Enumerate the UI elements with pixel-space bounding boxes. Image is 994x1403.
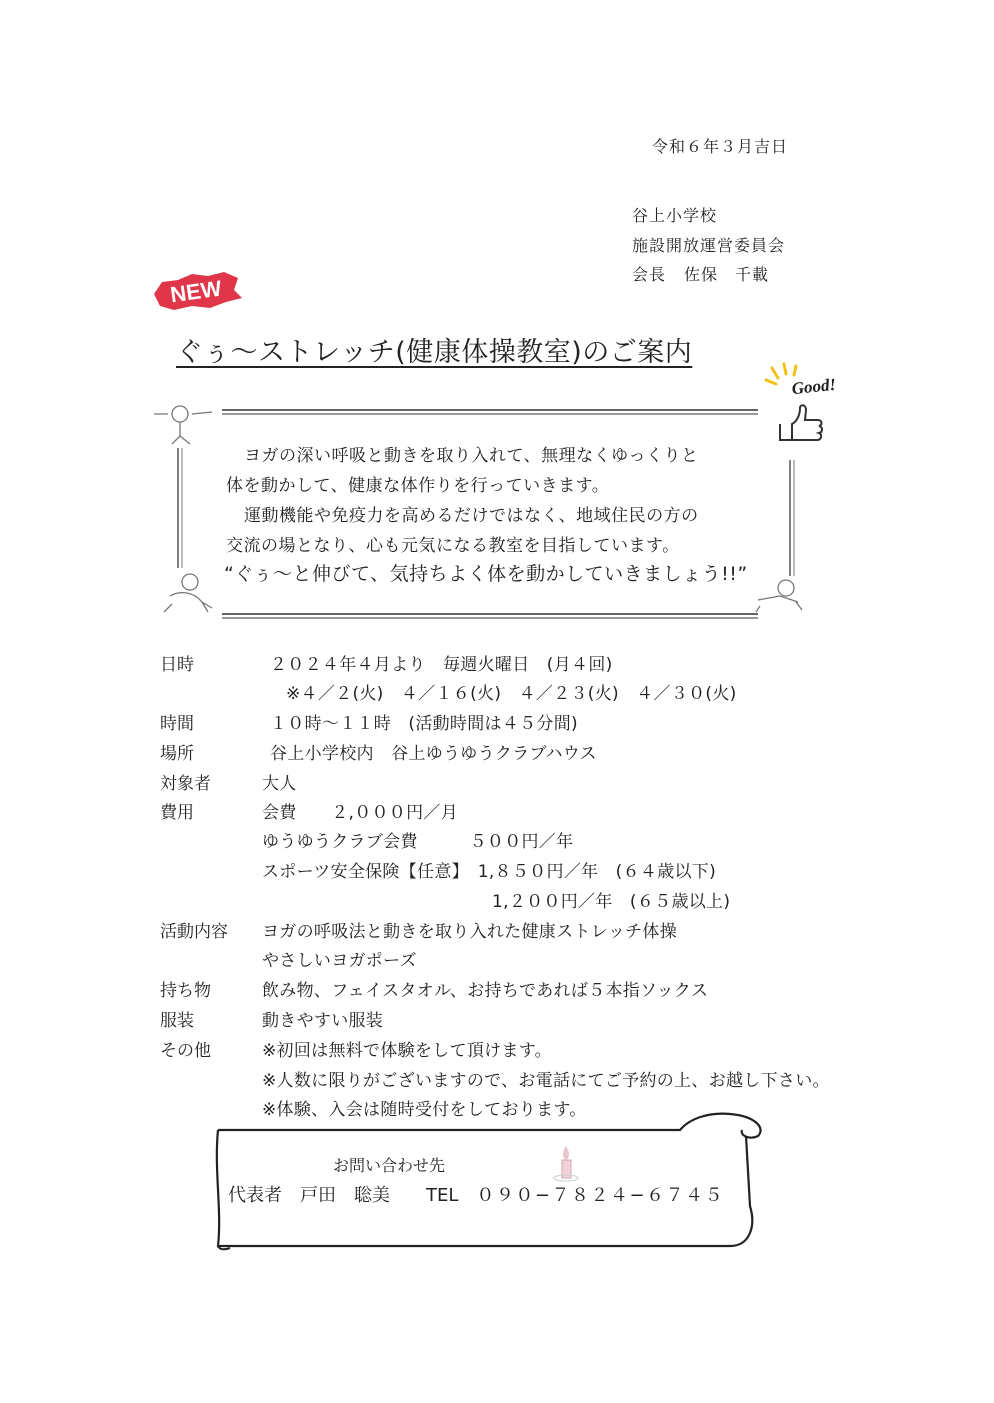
- contact-line: [228, 1181, 724, 1207]
- good-text: Good!: [790, 374, 837, 399]
- time-label: 時間: [160, 714, 194, 734]
- activity-1: ヨガの呼吸法と動きを取り入れた健康ストレッチ体操: [262, 922, 678, 942]
- intro-line-1: ヨガの深い呼吸と動きを取り入れて、無理なくゆっくりと: [244, 446, 699, 466]
- intro-line-4: 交流の場となり、心も元気になる教室を目指しています。: [226, 536, 680, 556]
- contact-name: 戸田 聡美: [300, 1185, 390, 1206]
- new-badge-icon: [148, 268, 244, 312]
- datetime-value: ２０２４年４月より 毎週火曜日 (月４回): [270, 655, 613, 675]
- cost-club-fee: ゆうゆうクラブ会費 ５００円／年: [262, 832, 574, 852]
- items-label: 持ち物: [160, 981, 211, 1001]
- time-value: １０時〜１１時 (活動時間は４５分間): [270, 714, 578, 734]
- clothes-value: 動きやすい服装: [262, 1011, 384, 1031]
- place-value: 谷上小学校内 谷上ゆうゆうクラブハウス: [270, 744, 597, 764]
- place-label: 場所: [160, 744, 194, 764]
- chairperson: [632, 262, 787, 285]
- items-value: 飲み物、フェイスタオル、お持ちであれば５本指ソックス: [262, 981, 709, 1001]
- cost-insurance-over65: 1,２００円／年 (６５歳以上): [492, 892, 731, 912]
- intro-line-3: 運動機能や免疫力を高めるだけではなく、地域住民の方の: [244, 506, 699, 526]
- other-note-1: ※初回は無料で体験をして頂けます。: [262, 1041, 552, 1061]
- tel-label: TEL: [426, 1185, 459, 1206]
- lying-figure-icon: [756, 580, 802, 612]
- chairperson-role: 会長: [632, 265, 667, 284]
- new-badge-text: NEW: [168, 275, 224, 308]
- cost-insurance-under64: スポーツ安全保険【任意】 1,８５０円／年 (６４歳以下): [262, 862, 717, 882]
- tel-number: ０９０−７８２４−６７４５: [476, 1185, 725, 1206]
- activity-2: やさしいヨガポーズ: [262, 951, 417, 971]
- activity-label: 活動内容: [160, 922, 228, 942]
- intro-line-2: 体を動かして、健康な体作りを行っていきます。: [226, 476, 610, 496]
- school-name: 谷上小学校: [632, 206, 718, 225]
- contact-role: 代表者: [228, 1185, 282, 1206]
- clothes-label: 服装: [160, 1011, 194, 1031]
- datetime-label: 日時: [160, 655, 194, 675]
- cost-fee: 会費 ２,０００円／月: [262, 803, 459, 823]
- slogan: “ぐぅ〜と伸びて、気持ちよく体を動かしていきましょう!!”: [224, 563, 748, 585]
- other-note-2: ※人数に限りがございますので、お電話にてご予約の上、お越し下さい。: [262, 1071, 830, 1091]
- chairperson-name: 佐保 千載: [684, 265, 770, 284]
- candle-icon: [554, 1146, 578, 1181]
- dates-value: ※４／２(火) ４／１６(火) ４／２３(火) ４／３０(火): [286, 684, 737, 704]
- other-label: その他: [160, 1041, 211, 1061]
- contact-title: お問い合わせ先: [333, 1156, 446, 1175]
- issue-date: 令和６年３月吉日: [652, 137, 789, 156]
- other-note-3: ※体験、入会は随時受付をしております。: [262, 1100, 587, 1120]
- cost-label: 費用: [160, 803, 194, 823]
- target-label: 対象者: [160, 774, 211, 794]
- page-title: ぐぅ〜ストレッチ(健康体操教室)のご案内: [176, 337, 693, 368]
- crawling-figure-icon: [164, 574, 212, 612]
- committee-name: 施設開放運営委員会: [632, 236, 786, 255]
- stretch-figure-icon: [154, 406, 212, 444]
- target-value: 大人: [262, 774, 297, 794]
